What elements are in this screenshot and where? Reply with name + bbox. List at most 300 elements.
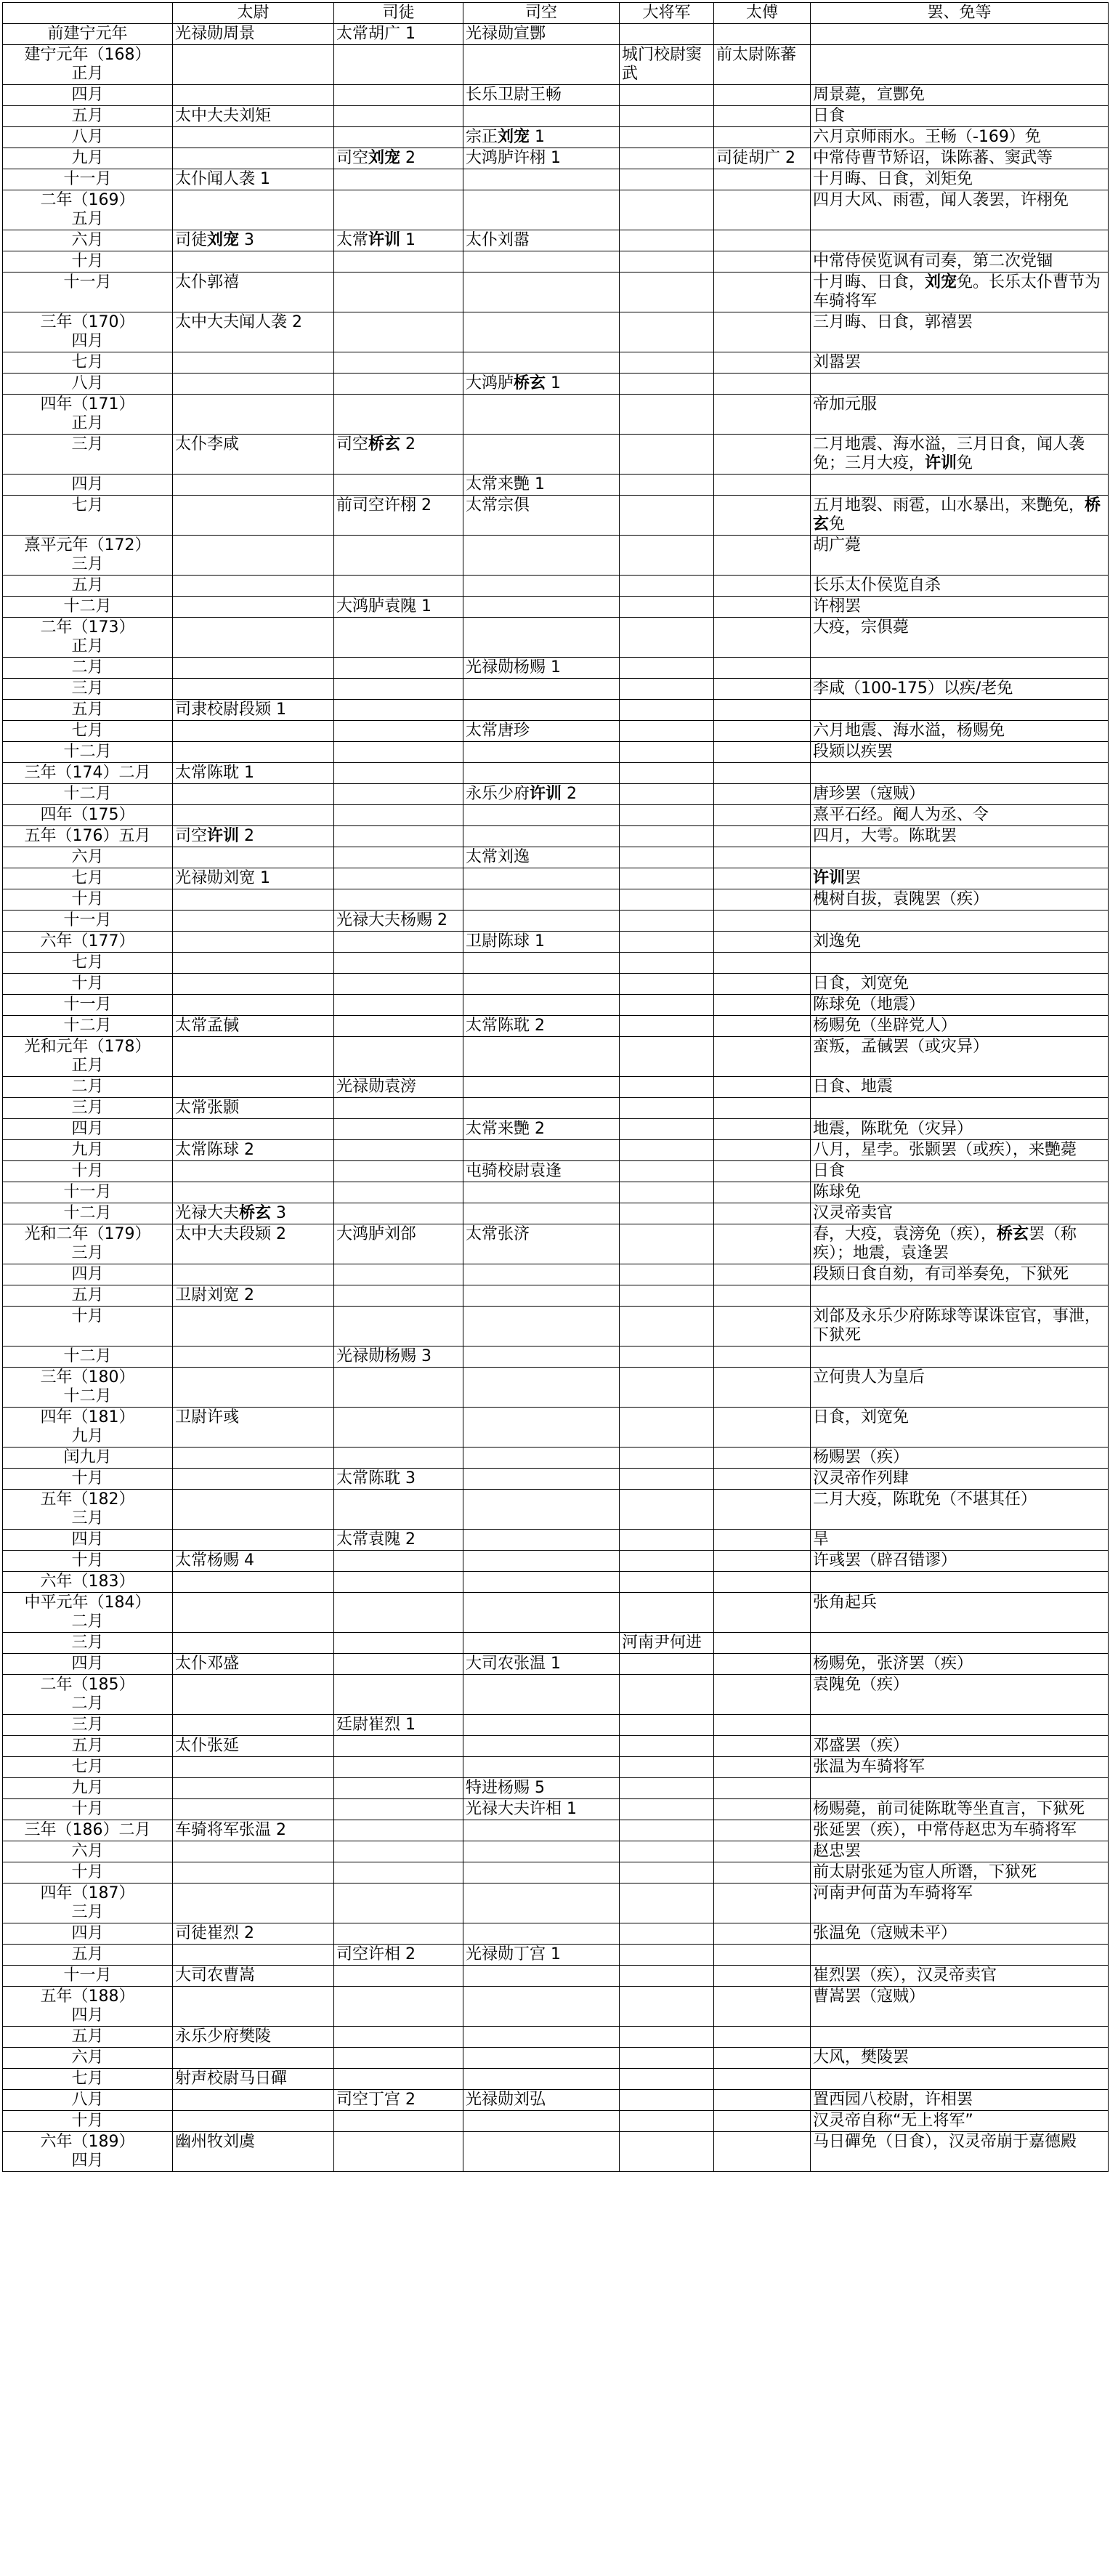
period-cell: 七月 (3, 1757, 173, 1778)
notes-cell: 刘郃及永乐少府陈球等谋诛宦官，事泄，下狱死 (811, 1307, 1109, 1346)
notes-cell: 刘嚣罢 (811, 352, 1109, 374)
dajiangjun-cell (620, 1757, 714, 1778)
sikong-cell (463, 1736, 620, 1757)
notes-cell: 张温免（寇贼未平） (811, 1923, 1109, 1945)
period-cell: 五月 (3, 1945, 173, 1966)
table-row (3, 395, 1109, 435)
header-situ: 司徒 (334, 3, 463, 24)
notes-cell: 陈球免 (811, 1182, 1109, 1203)
notes-cell: 日食 (811, 106, 1109, 127)
table-row (3, 1264, 1109, 1285)
period-cell: 二年（173） 正月 (3, 618, 173, 658)
situ-cell (334, 1408, 463, 1448)
notes-cell: 汉灵帝卖官 (811, 1203, 1109, 1224)
dajiangjun-cell (620, 618, 714, 658)
situ-cell (334, 995, 463, 1016)
notes-cell (811, 24, 1109, 45)
taiwei-cell (173, 2048, 334, 2069)
dajiangjun-cell (620, 312, 714, 352)
notes-cell: 周景薨，宣酆免 (811, 85, 1109, 106)
situ-cell (334, 45, 463, 85)
taifu-cell (714, 1799, 811, 1820)
taifu-cell (714, 576, 811, 597)
sikong-cell (463, 995, 620, 1016)
sikong-cell (463, 1966, 620, 1987)
notes-cell (811, 700, 1109, 721)
sikong-cell: 永乐少府许训 2 (463, 784, 620, 805)
taifu-cell (714, 127, 811, 148)
taifu-cell (714, 763, 811, 784)
situ-cell (334, 763, 463, 784)
dajiangjun-cell (620, 1203, 714, 1224)
situ-cell (334, 721, 463, 742)
taiwei-cell (173, 974, 334, 995)
period-cell: 九月 (3, 148, 173, 169)
taifu-cell (714, 679, 811, 700)
taifu-cell (714, 1448, 811, 1469)
period-cell: 六年（177） (3, 932, 173, 953)
officials-table (2, 2, 1109, 2172)
period-cell: 十月 (3, 1161, 173, 1182)
taiwei-cell (173, 45, 334, 85)
table-row (3, 1224, 1109, 1264)
table-row (3, 995, 1109, 1016)
taifu-cell (714, 1551, 811, 1572)
notes-cell: 曹嵩罢（寇贼） (811, 1987, 1109, 2027)
table-row (3, 1203, 1109, 1224)
period-cell: 三月 (3, 679, 173, 700)
table-row (3, 1778, 1109, 1799)
notes-cell (811, 2069, 1109, 2090)
taiwei-cell: 太常杨赐 4 (173, 1551, 334, 1572)
period-cell: 十二月 (3, 597, 173, 618)
table-row (3, 974, 1109, 995)
table-header (3, 3, 1109, 24)
table-row (3, 1572, 1109, 1593)
period-cell: 十月 (3, 1469, 173, 1490)
notes-cell (811, 1285, 1109, 1307)
sikong-cell: 特进杨赐 5 (463, 1778, 620, 1799)
notes-cell: 汉灵帝自称“无上将军” (811, 2111, 1109, 2132)
taiwei-cell (173, 148, 334, 169)
situ-cell (334, 106, 463, 127)
period-cell: 三月 (3, 435, 173, 475)
period-cell: 十二月 (3, 1203, 173, 1224)
sikong-cell (463, 618, 620, 658)
dajiangjun-cell (620, 435, 714, 475)
taifu-cell (714, 889, 811, 911)
situ-cell (334, 679, 463, 700)
sikong-cell (463, 352, 620, 374)
sikong-cell (463, 868, 620, 889)
dajiangjun-cell (620, 127, 714, 148)
situ-cell (334, 312, 463, 352)
taiwei-cell: 太仆邓盛 (173, 1654, 334, 1675)
taifu-cell (714, 1182, 811, 1203)
period-cell: 四月 (3, 1923, 173, 1945)
taifu-cell (714, 1203, 811, 1224)
dajiangjun-cell (620, 597, 714, 618)
table-row (3, 1469, 1109, 1490)
notes-cell (811, 1715, 1109, 1736)
dajiangjun-cell (620, 1987, 714, 2027)
taiwei-cell: 光禄勋周景 (173, 24, 334, 45)
period-cell: 中平元年（184） 二月 (3, 1593, 173, 1633)
situ-cell (334, 1799, 463, 1820)
sikong-cell (463, 1715, 620, 1736)
taifu-cell (714, 374, 811, 395)
taifu-cell (714, 1285, 811, 1307)
dajiangjun-cell (620, 1469, 714, 1490)
dajiangjun-cell (620, 1593, 714, 1633)
taiwei-cell: 太仆闻人袭 1 (173, 169, 334, 190)
taiwei-cell (173, 953, 334, 974)
dajiangjun-cell (620, 784, 714, 805)
notes-cell: 邓盛罢（疾） (811, 1736, 1109, 1757)
period-cell: 四年（187） 三月 (3, 1883, 173, 1923)
taifu-cell (714, 847, 811, 868)
dajiangjun-cell (620, 1736, 714, 1757)
taifu-cell (714, 1098, 811, 1119)
situ-cell (334, 576, 463, 597)
sikong-cell (463, 2111, 620, 2132)
notes-cell: 前太尉张延为宦人所谮，下狱死 (811, 1862, 1109, 1883)
taiwei-cell (173, 1469, 334, 1490)
taiwei-cell (173, 85, 334, 106)
period-cell: 四年（171） 正月 (3, 395, 173, 435)
situ-cell (334, 1633, 463, 1654)
sikong-cell (463, 576, 620, 597)
period-cell: 九月 (3, 1140, 173, 1161)
taifu-cell (714, 1264, 811, 1285)
taifu-cell (714, 597, 811, 618)
situ-cell (334, 1736, 463, 1757)
notes-cell: 中常侍曹节矫诏，诛陈蕃、窦武等 (811, 148, 1109, 169)
sikong-cell (463, 1182, 620, 1203)
taiwei-cell: 卫尉许彧 (173, 1408, 334, 1448)
notes-cell: 杨赐免（坐辟党人） (811, 1016, 1109, 1037)
sikong-cell (463, 1551, 620, 1572)
sikong-cell (463, 536, 620, 576)
situ-cell (334, 932, 463, 953)
taiwei-cell (173, 190, 334, 230)
situ-cell (334, 618, 463, 658)
taiwei-cell: 司隶校尉段颎 1 (173, 700, 334, 721)
period-cell: 六月 (3, 2048, 173, 2069)
notes-cell: 李咸（100-175）以疾/老免 (811, 679, 1109, 700)
notes-cell (811, 1572, 1109, 1593)
dajiangjun-cell (620, 1140, 714, 1161)
period-cell: 三年（170） 四月 (3, 312, 173, 352)
dajiangjun-cell (620, 85, 714, 106)
period-cell: 十月 (3, 1799, 173, 1820)
taiwei-cell (173, 1530, 334, 1551)
dajiangjun-cell (620, 251, 714, 272)
period-cell: 十二月 (3, 1346, 173, 1368)
table-row (3, 911, 1109, 932)
table-row (3, 272, 1109, 312)
situ-cell: 太常袁隗 2 (334, 1530, 463, 1551)
situ-cell (334, 1161, 463, 1182)
table-row (3, 1966, 1109, 1987)
sikong-cell: 光禄勋刘弘 (463, 2090, 620, 2111)
sikong-cell: 太常唐珍 (463, 721, 620, 742)
taiwei-cell (173, 1883, 334, 1923)
dajiangjun-cell (620, 1551, 714, 1572)
sikong-cell (463, 1923, 620, 1945)
taifu-cell (714, 658, 811, 679)
sikong-cell (463, 1264, 620, 1285)
sikong-cell (463, 2027, 620, 2048)
dajiangjun-cell (620, 1077, 714, 1098)
taifu-cell (714, 742, 811, 763)
period-cell: 十月 (3, 1307, 173, 1346)
table-row (3, 1140, 1109, 1161)
period-cell: 熹平元年（172） 三月 (3, 536, 173, 576)
dajiangjun-cell (620, 679, 714, 700)
notes-cell: 六月京师雨水。王畅（-169）免 (811, 127, 1109, 148)
sikong-cell (463, 1037, 620, 1077)
period-cell: 三年（180） 十二月 (3, 1368, 173, 1408)
period-cell: 五月 (3, 576, 173, 597)
table-row (3, 2048, 1109, 2069)
taifu-cell (714, 1408, 811, 1448)
period-cell: 三月 (3, 1098, 173, 1119)
table-row (3, 700, 1109, 721)
table-row (3, 1490, 1109, 1530)
sikong-cell (463, 1675, 620, 1715)
notes-cell: 袁隗免（疾） (811, 1675, 1109, 1715)
taiwei-cell (173, 1077, 334, 1098)
sikong-cell (463, 1077, 620, 1098)
table-row (3, 1862, 1109, 1883)
period-cell: 二月 (3, 1077, 173, 1098)
taifu-cell (714, 395, 811, 435)
situ-cell (334, 2027, 463, 2048)
situ-cell (334, 1862, 463, 1883)
taiwei-cell (173, 1572, 334, 1593)
sikong-cell: 光禄勋宣酆 (463, 24, 620, 45)
period-cell: 四年（175） (3, 805, 173, 826)
table-row (3, 1654, 1109, 1675)
taiwei-cell (173, 1633, 334, 1654)
sikong-cell (463, 953, 620, 974)
taiwei-cell (173, 2090, 334, 2111)
taifu-cell (714, 1675, 811, 1715)
taiwei-cell: 太常张颢 (173, 1098, 334, 1119)
sikong-cell: 太常陈耽 2 (463, 1016, 620, 1037)
notes-cell: 五月地裂、雨雹，山水暴出，来艷免，桥玄免 (811, 496, 1109, 536)
period-cell: 四月 (3, 1530, 173, 1551)
notes-cell: 许栩罢 (811, 597, 1109, 618)
table-row (3, 1757, 1109, 1778)
situ-cell (334, 1841, 463, 1862)
table-row (3, 805, 1109, 826)
taifu-cell (714, 106, 811, 127)
table-row (3, 85, 1109, 106)
table-row (3, 618, 1109, 658)
situ-cell (334, 1923, 463, 1945)
situ-cell (334, 953, 463, 974)
table-row (3, 1161, 1109, 1182)
dajiangjun-cell (620, 1490, 714, 1530)
notes-cell: 日食，刘宽免 (811, 974, 1109, 995)
situ-cell (334, 374, 463, 395)
notes-cell: 段颎日食自劾，有司举奏免，下狱死 (811, 1264, 1109, 1285)
notes-cell (811, 911, 1109, 932)
notes-cell: 蛮叛，孟戫罢（或灾异） (811, 1037, 1109, 1077)
table-row (3, 1945, 1109, 1966)
situ-cell (334, 742, 463, 763)
taiwei-cell (173, 889, 334, 911)
taifu-cell (714, 2069, 811, 2090)
dajiangjun-cell (620, 2027, 714, 2048)
sikong-cell: 长乐卫尉王畅 (463, 85, 620, 106)
notes-cell: 马日磾免（日食），汉灵帝崩于嘉德殿 (811, 2132, 1109, 2172)
dajiangjun-cell (620, 932, 714, 953)
notes-cell: 张温为车骑将军 (811, 1757, 1109, 1778)
situ-cell (334, 1307, 463, 1346)
taiwei-cell: 司徒刘宠 3 (173, 230, 334, 251)
dajiangjun-cell (620, 889, 714, 911)
taifu-cell (714, 2048, 811, 2069)
sikong-cell: 太常来艷 1 (463, 475, 620, 496)
notes-cell: 崔烈罢（疾），汉灵帝卖官 (811, 1966, 1109, 1987)
taifu-cell (714, 1530, 811, 1551)
notes-cell (811, 658, 1109, 679)
dajiangjun-cell (620, 1368, 714, 1408)
situ-cell (334, 1490, 463, 1530)
period-cell: 六年（183） (3, 1572, 173, 1593)
table-row (3, 1098, 1109, 1119)
notes-cell: 日食，刘宽免 (811, 1408, 1109, 1448)
taifu-cell (714, 475, 811, 496)
period-cell: 六月 (3, 847, 173, 868)
table-row (3, 1448, 1109, 1469)
dajiangjun-cell (620, 1841, 714, 1862)
notes-cell: 长乐太仆侯览自杀 (811, 576, 1109, 597)
sikong-cell (463, 1469, 620, 1490)
table-row (3, 1368, 1109, 1408)
table-row (3, 1799, 1109, 1820)
period-cell: 十月 (3, 889, 173, 911)
table-row (3, 352, 1109, 374)
header-row (3, 3, 1109, 24)
table-row (3, 1408, 1109, 1448)
table-row (3, 106, 1109, 127)
sikong-cell (463, 2069, 620, 2090)
notes-cell (811, 847, 1109, 868)
taiwei-cell (173, 721, 334, 742)
taiwei-cell (173, 1264, 334, 1285)
taifu-cell (714, 1987, 811, 2027)
table-row (3, 1530, 1109, 1551)
period-cell: 五月 (3, 700, 173, 721)
taiwei-cell (173, 618, 334, 658)
table-row (3, 475, 1109, 496)
notes-cell: 刘逸免 (811, 932, 1109, 953)
dajiangjun-cell (620, 1448, 714, 1469)
taifu-cell (714, 805, 811, 826)
taifu-cell (714, 2027, 811, 2048)
sikong-cell: 太常张济 (463, 1224, 620, 1264)
table-row (3, 435, 1109, 475)
taiwei-cell: 射声校尉马日磾 (173, 2069, 334, 2090)
dajiangjun-cell (620, 1778, 714, 1799)
dajiangjun-cell (620, 1307, 714, 1346)
situ-cell: 太常陈耽 3 (334, 1469, 463, 1490)
taifu-cell (714, 2132, 811, 2172)
period-cell: 七月 (3, 868, 173, 889)
sikong-cell (463, 1346, 620, 1368)
table-row (3, 597, 1109, 618)
table-row (3, 251, 1109, 272)
taiwei-cell (173, 1757, 334, 1778)
period-cell: 四月 (3, 1119, 173, 1140)
notes-cell: 三月晦、日食，郭禧罢 (811, 312, 1109, 352)
notes-cell: 春，大疫，袁滂免（疾），桥玄罢（称疾）；地震，袁逢罢 (811, 1224, 1109, 1264)
notes-cell: 二月大疫，陈耽免（不堪其任） (811, 1490, 1109, 1530)
notes-cell: 唐珍罢（寇贼） (811, 784, 1109, 805)
sikong-cell (463, 169, 620, 190)
dajiangjun-cell (620, 106, 714, 127)
header-period (3, 3, 173, 24)
table-row (3, 679, 1109, 700)
situ-cell (334, 1182, 463, 1203)
taifu-cell (714, 272, 811, 312)
taiwei-cell: 光禄勋刘宽 1 (173, 868, 334, 889)
taiwei-cell (173, 1778, 334, 1799)
period-cell: 四月 (3, 85, 173, 106)
taifu-cell (714, 1715, 811, 1736)
taiwei-cell: 太中大夫段颎 2 (173, 1224, 334, 1264)
table-row (3, 312, 1109, 352)
notes-cell (811, 1778, 1109, 1799)
period-cell: 五月 (3, 106, 173, 127)
table-row (3, 374, 1109, 395)
table-row (3, 1307, 1109, 1346)
situ-cell: 司空桥玄 2 (334, 435, 463, 475)
situ-cell (334, 127, 463, 148)
notes-cell: 置西园八校尉，许相罢 (811, 2090, 1109, 2111)
sikong-cell (463, 2048, 620, 2069)
taiwei-cell: 车骑将军张温 2 (173, 1820, 334, 1841)
taifu-cell (714, 1778, 811, 1799)
situ-cell: 光禄勋袁滂 (334, 1077, 463, 1098)
taifu-cell (714, 1593, 811, 1633)
situ-cell (334, 1016, 463, 1037)
taiwei-cell (173, 784, 334, 805)
taifu-cell (714, 618, 811, 658)
sikong-cell (463, 742, 620, 763)
sikong-cell: 太常宗俱 (463, 496, 620, 536)
table-row (3, 763, 1109, 784)
table-row (3, 1883, 1109, 1923)
dajiangjun-cell (620, 1182, 714, 1203)
dajiangjun-cell (620, 24, 714, 45)
dajiangjun-cell (620, 1675, 714, 1715)
taiwei-cell (173, 576, 334, 597)
table-row (3, 1077, 1109, 1098)
dajiangjun-cell (620, 1654, 714, 1675)
sikong-cell: 大鸿胪许栩 1 (463, 148, 620, 169)
dajiangjun-cell (620, 2069, 714, 2090)
notes-cell (811, 953, 1109, 974)
taifu-cell (714, 1140, 811, 1161)
situ-cell (334, 1966, 463, 1987)
situ-cell: 大鸿胪刘郃 (334, 1224, 463, 1264)
situ-cell (334, 251, 463, 272)
